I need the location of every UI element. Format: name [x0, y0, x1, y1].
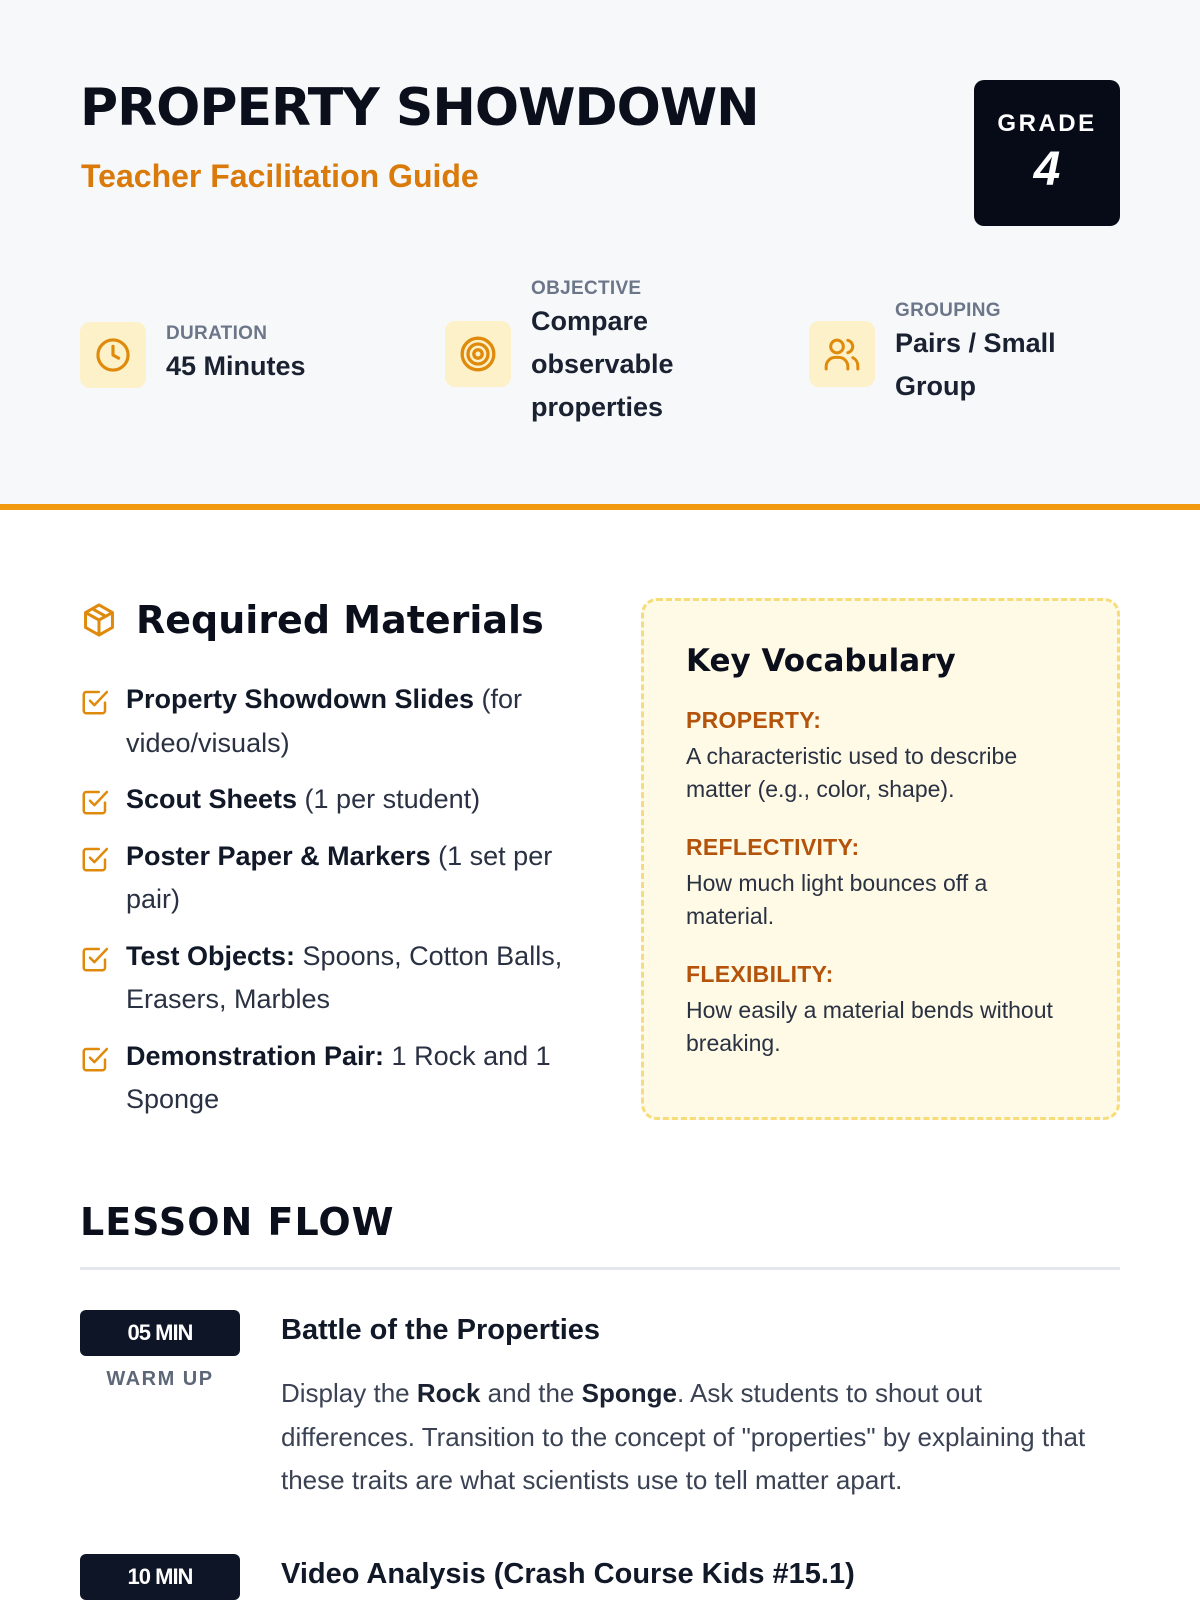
objective-value-line: Compare [531, 306, 649, 336]
divider [80, 1267, 1120, 1270]
materials-title: Required Materials [136, 598, 544, 642]
vocab-definition: A characteristic used to describe matter (e.g., color, shape). [686, 743, 1018, 802]
grouping-label: GROUPING [895, 300, 1001, 321]
box-icon [80, 601, 118, 639]
vocab-term: PROPERTY: [686, 707, 822, 733]
objective-value-line: observable [531, 349, 674, 379]
objective-value-line: properties [531, 392, 664, 422]
material-detail: Spoons, Cotton Balls, Erasers, Marbles [126, 940, 563, 1014]
vocabulary-title: Key Vocabulary [686, 643, 956, 679]
list-item [80, 778, 580, 822]
clock-icon [80, 322, 146, 388]
grade-label: GRADE [997, 110, 1097, 137]
list-item [80, 1035, 580, 1122]
material-name: Test Objects: [126, 940, 296, 971]
checkbox-icon [80, 787, 110, 817]
checkbox-icon [80, 844, 110, 874]
checkbox-icon [80, 1044, 110, 1074]
meta-objective [445, 278, 674, 429]
vocabulary-card [641, 598, 1120, 1120]
materials-heading [80, 598, 544, 642]
lesson-step [80, 1554, 1120, 1600]
grade-badge [974, 80, 1120, 226]
material-name: Scout Sheets [126, 784, 298, 814]
material-detail: (for video/visuals) [126, 684, 523, 758]
duration-value: 45 Minutes [166, 350, 306, 381]
checkbox-icon [80, 687, 110, 717]
step-title: Video Analysis (Crash Course Kids #15.1) [281, 1558, 855, 1590]
vocab-definition: How easily a material bends without breaking. [686, 997, 1053, 1056]
material-detail: (1 per student) [297, 784, 481, 814]
guide-header [0, 0, 1200, 510]
list-item [80, 835, 580, 922]
material-name: Demonstration Pair: [126, 1040, 385, 1071]
material-detail: (1 set per pair) [126, 840, 553, 914]
step-title: Battle of the Properties [281, 1314, 601, 1346]
page-subtitle: Teacher Facilitation Guide [81, 158, 479, 194]
checkbox-icon [80, 944, 110, 974]
lesson-flow-heading: LESSON FLOW [80, 1200, 395, 1244]
lesson-step [80, 1310, 1120, 1510]
materials-list [80, 678, 580, 1135]
step-phase: WARM UP [106, 1368, 214, 1390]
users-icon [809, 321, 875, 387]
material-name: Property Showdown Slides [126, 684, 475, 714]
vocab-definition: How much light bounces off a material. [686, 870, 988, 929]
step-description: Display the Rock and the Sponge. Ask students to shout out differences. Transition to the concept of "properties" by explaining that these traits are what scientists use to tell matter apart. [281, 1378, 1086, 1495]
material-detail: 1 Rock and 1 Sponge [126, 1040, 551, 1114]
material-name: Poster Paper & Markers [126, 840, 431, 871]
grouping-value-line: Pairs / Small [895, 328, 1056, 358]
objective-label: OBJECTIVE [531, 278, 642, 299]
list-item [80, 678, 580, 765]
grouping-value-line: Group [895, 371, 976, 401]
time-badge: 10 MIN [80, 1554, 240, 1600]
page-title: PROPERTY SHOWDOWN [80, 78, 759, 138]
time-badge: 05 MIN [80, 1310, 240, 1356]
duration-label: DURATION [166, 322, 268, 344]
grade-number: 4 [1033, 143, 1061, 196]
vocab-term: REFLECTIVITY: [686, 834, 860, 860]
list-item [80, 935, 580, 1022]
vocab-term: FLEXIBILITY: [686, 961, 834, 987]
target-icon [445, 321, 511, 387]
meta-duration [80, 322, 306, 388]
meta-grouping [809, 300, 1056, 408]
